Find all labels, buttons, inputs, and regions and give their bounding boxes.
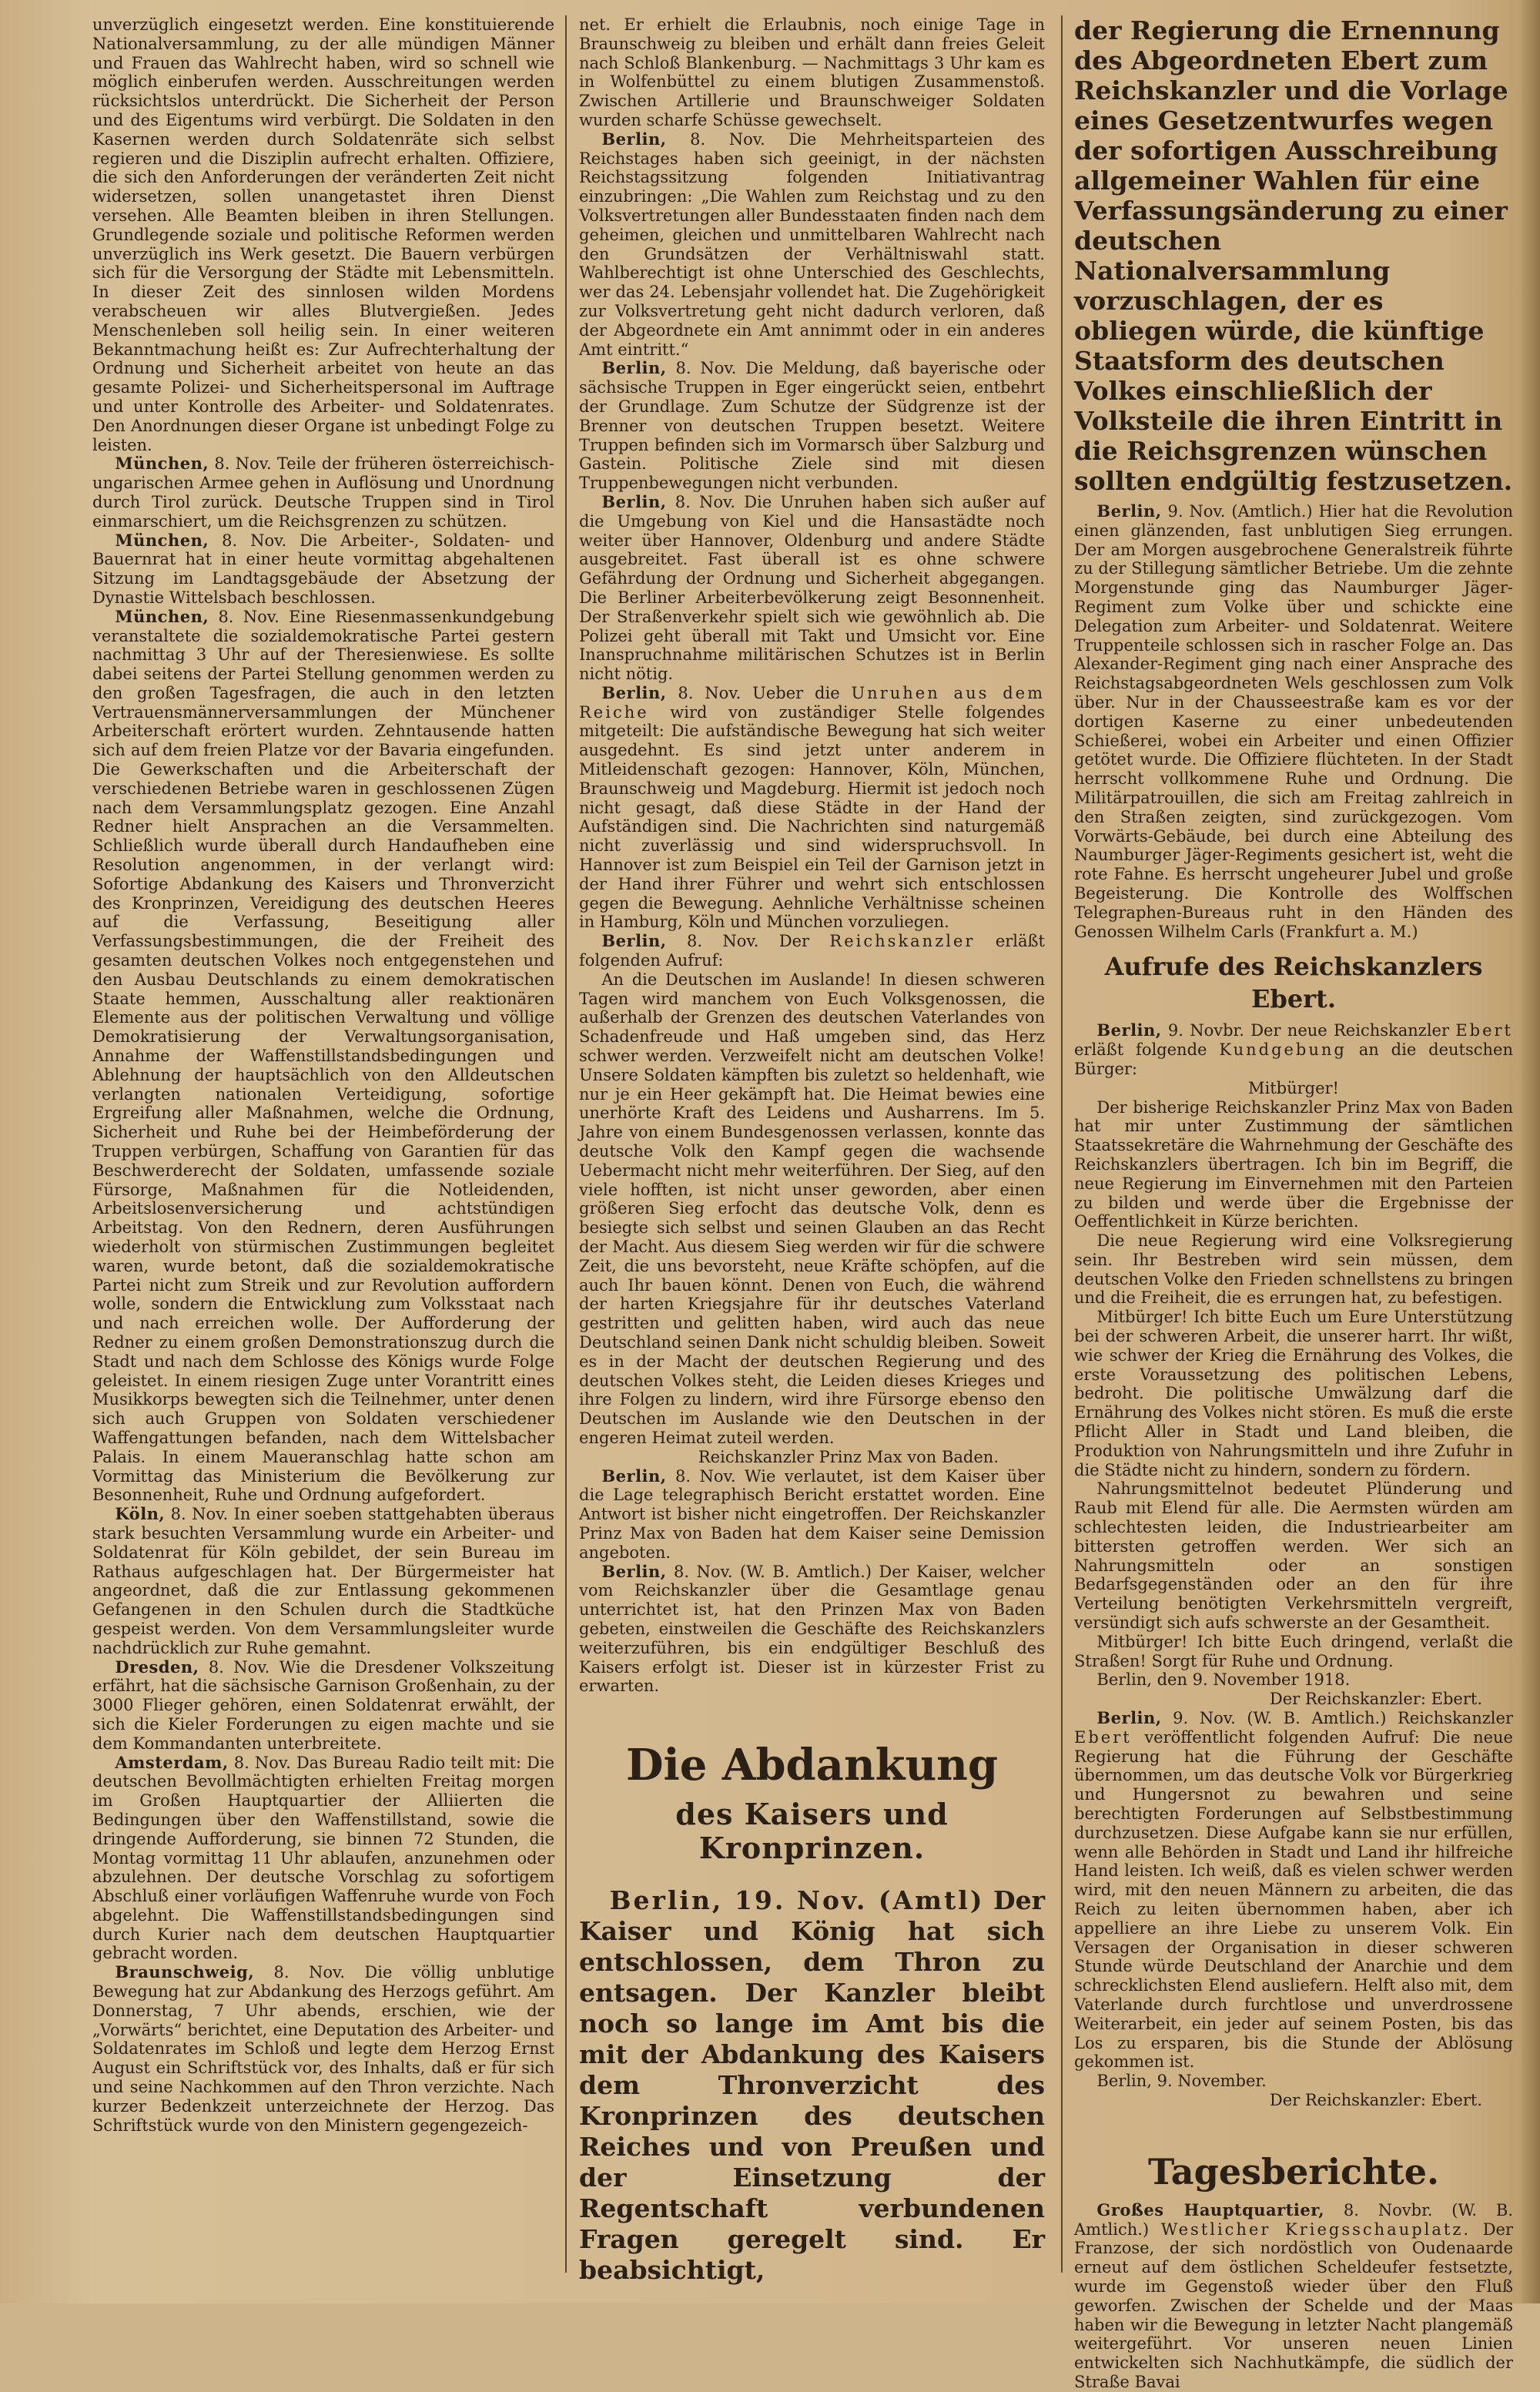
article-text: 8. Nov. Ueber die bbox=[666, 683, 852, 702]
article-paragraph: An die Deutschen im Auslande! In diesen schweren Tagen wird manchem von Euch Volksgenossen, die außerhalb der Grenzen des deutschen Vaterlandes von Schadenfreude und Haß umgeben sind, das Herz schwer werden. Verzweifelt nicht am deutschen Volke! Unsere Soldaten kämpften bis zuletzt so heldenhaft, wie nur je ein Heer gekämpft hat. Die Heimat bewies eine unerhörte Kraft des Leidens und Ausharrens. Im 5. Jahre von einem Bundesgenossen verlassen, konnte das deutsche Volk den Kampf gegen die wachsende Uebermacht nicht mehr weiterführen. Der Sieg, auf den viele hofften, ist nicht unser geworden, aber einen größeren Sieg erfocht das deutsche Volk, denn es besiegte sich selbst und seinen Glauben an das Recht der Macht. Aus diesem Sieg werden wir für die schwere Zeit, die uns bevorsteht, neue Kräfte schöpfen, auf die auch Ihr bauen könnt. Denen von Euch, die während der harten Kriegsjahre für ihr deutsches Vaterland gestritten und gelitten haben, wird auch das neue Deutschland seinen Dank nicht schuldig bleiben. Soweit es in der Macht der deutschen Regierung und des deutschen Volkes steht, die Leiden dieses Krieges und ihre Folgen zu lindern, wird ihre Fürsorge ebenso den Deutschen im Auslande wie den Deutschen in der engeren Heimat zuteil werden. bbox=[579, 970, 1045, 1447]
spaced-text: Ebert bbox=[1455, 1021, 1513, 1040]
spaced-text: Ebert bbox=[1074, 1727, 1132, 1747]
article-paragraph bbox=[579, 684, 1045, 932]
spaced-text: Westlicher Kriegsschauplatz. bbox=[1160, 2219, 1471, 2239]
article-paragraph bbox=[579, 130, 1045, 360]
article-paragraph bbox=[92, 454, 554, 531]
spaced-text: Kundgebung bbox=[1219, 1040, 1347, 1060]
article-text: erläßt folgenden Aufruf: bbox=[579, 932, 1045, 970]
article-text: 8. Novbr. (W. B. Amtlich.) bbox=[1074, 2200, 1513, 2239]
signature: Der Reichskanzler: Ebert. bbox=[1269, 2090, 1482, 2109]
subheadline-kaiser: des Kaisers und Kronprinzen. bbox=[675, 1797, 949, 1866]
column-left bbox=[92, 15, 554, 2273]
lead-continuation: der Regierung die Ernennung des Abgeordneten Ebert zum Reichskanzler und die Vorlage eines Gesetzentwurfes wegen der sofortigen Ausschreibung allgemeiner Wahlen für eine Verfassungsänderung zu einer deutschen Nationalversammlung vorzuschlagen, der es obliegen würde, die künftige Staatsform des deutschen Volkes einschließlich der Volksteile die ihren Eintritt in die Reichsgrenzen wünschen sollten endgültig festzusetzen. bbox=[1074, 15, 1513, 496]
article-paragraph bbox=[1074, 1709, 1513, 2072]
article-text: 8. Nov. Der bbox=[666, 932, 830, 951]
article-text: 8. Nov. (W. B. Amtlich.) Der Kaiser, welcher vom Reichskanzler über die Gesamtlage genau unterrichtet ist, hat den Prinzen Max von Baden gebeten, einstweilen die Geschäfte des Reichskanzlers weiterzuführen, bis ein endgültiger Beschluß des Kaisers erfolgt ist. Dieser ist in kürzester Frist zu erwarten. bbox=[579, 1562, 1045, 1696]
article-paragraph bbox=[579, 932, 1045, 970]
article-paragraph bbox=[92, 608, 554, 1505]
article-paragraph: Mitbürger! Ich bitte Euch dringend, verlaßt die Straßen! Sorgt für Ruhe und Ordnung. bbox=[1074, 1632, 1513, 1670]
article-text: 8. Nov. In einer soeben stattgehabten überaus stark besuchten Versammlung wurde ein Arbeiter- und Soldatenrat für Köln gebildet, der sein Bureau im Rathaus aufgeschlagen hat. Der Bürgermeister hat angeordnet, daß die zur Entlassung gekommenen Gefangenen in den Schulen durch die Stadtküche gespeist werden. Von dem Versammlungsleiter wurde nachdrücklich zur Ruhe gemahnt. bbox=[92, 1505, 554, 1657]
article-text: veröffentlicht folgenden Aufruf: Die neue Regierung hat die Führung der Geschäfte übernommen, um das deutsche Volk vor Bürgerkrieg und Hungersnot zu bewahren und seine berechtigten Forderungen auf Selbstbestimmung durchzusetzen. Diese Aufgabe kann sie nur erfüllen, wenn alle Behörden in Stadt und Land ihr hilfreiche Hand leisten. Ich weiß, daß es vielen schwer werden wird, mit den neuen Männern zu arbeiten, die das Reich zu leiten übernommen haben, aber ich appelliere an ihre Liebe zu unserem Volk. Ein Versagen der Organisation in dieser schweren Stunde würde Deutschland der Anarchie und dem schrecklichsten Elend ausliefern. Helft also mit, dem Vaterlande durch furchtlose und unverdrossene Weiterarbeit, ein jeder auf seinem Posten, bis das Los zu ersparen, bis die Stunde der Ablösung gekommen ist. bbox=[1074, 1727, 1513, 2072]
dateline: Berlin, bbox=[601, 1561, 667, 1581]
article-text: 8. Nov. Eine Riesenmassenkundgebung veranstaltete die sozialdemokratische Partei gestern nachmittag 3 Uhr auf der Theresienwiese. Es sollte dabei seitens der Partei Stellung genommen werden zu den großen Tagesfragen, die auch in den letzten Vertrauensmännerversammlungen der Münchener Arbeiterschaft erörtert wurden. Zehntausende hatten sich auf dem freien Platze vor der Bavaria eingefunden. Die Gewerkschaften und die Arbeiterschaft der verschiedenen Betriebe waren in geschlossenen Zügen nach dem Versammlungsplatz gezogen. Eine Anzahl Redner hielt Ansprachen an die Versammelten. Schließlich wurde überall durch Handaufheben eine Resolution angenommen, in der verlangt wird: Sofortige Abdankung des Kaisers und Thronverzicht des Kronprinzen, Vereidigung des deutschen Heeres auf die Verfassung, Beseitigung aller Verfassungsbestimmungen, die der Freiheit des gesamten deutschen Volkes noch entgegenstehen und den Ausbau Deutschlands zu einem demokratischen Staate hemmen, Ausschaltung aller reaktionären Elemente aus der politischen Verwaltung und völlige Demokratisierung der Verwaltungsorganisation, Annahme der Waffenstillstandsbedingungen und Ablehnung der hauptsächlich von den Alldeutschen verlangten nationalen Verteidigung, sofortige Ergreifung aller Maßnahmen, welche die Ordnung, Sicherheit und Ruhe bei der Heimbeförderung der Truppen verbürgen, Schaffung von Garantien für das Beschwerderecht der Soldaten, umfassende soziale Fürsorge, Maßnahmen für die Notleidenden, Arbeitslosenversicherung und achtstündigen Arbeitstag. Von den Rednern, deren Ausführungen wiederholt von stürmischen Zustimmungen begleitet waren, wurde betont, daß die sozialdemokratische Partei nicht zum Streik und zur Revolution auffordern wolle, sondern die Entwicklung zum Volksstaat nach und nach erreichen wolle. Der Aufforderung der Redner zu einem großen Demonstrationszug durch die Stadt und nach dem Schlosse des Königs wurde Folge geleistet. In einem riesigen Zuge unter Vorantritt eines Musikkorps bewegten sich die Teilnehmer, unter denen sich auch Gruppen von Soldaten verschiedener Waffengattungen befanden, nach dem Wittelsbacher Palais. In einem Maueranschlag hatte schon am Vormittag das Ministerium die Bevölkerung zur Besonnenheit, Ruhe und Ordnung aufgefordert. bbox=[92, 607, 554, 1505]
dateline: München, bbox=[115, 606, 209, 626]
dateline: Braunschweig, bbox=[115, 1962, 255, 1982]
dateline: Berlin, bbox=[1096, 1020, 1162, 1040]
dateline: Berlin, bbox=[1096, 501, 1162, 521]
dateline: Amsterdam, bbox=[115, 1752, 229, 1772]
article-text: Der Franzose, der sich nordöstlich von Oudenaarde erneut auf dem östlichen Scheldeufer festsetzte, wurde im Gegenstoß wieder über den Fluß geworfen. Zwischen der Schelde und der Maas haben wir die Bewegung in letzter Nacht plangemäß weitergeführt. Vor unseren neuen Linien entwickelten sich Nachhutkämpfe, die südlich der Straße Bavai bbox=[1074, 2219, 1514, 2391]
headline-abdankung: Die Abdankung bbox=[625, 1740, 999, 1791]
dateline: Dresden, bbox=[115, 1657, 199, 1677]
article-text: 8. Nov. Die völlig unblutige Bewegung hat zur Abdankung des Herzogs geführt. Am Donnerstag, 7 Uhr abends, erschien, wie der „Vorwärts“ berichtet, eine Deputation des Arbeiter- und Soldatenrates im Schloß und legte dem Herzog Ernst August ein Schriftstück vor, des Inhalts, daß er für sich und seine Nachkommen auf den Thron verzichte. Nach kurzer Bedenkzeit unterzeichnete der Herzog. Das Schriftstück wurde von den Ministern gegengezeich- bbox=[92, 1963, 554, 2135]
article-paragraph bbox=[1074, 502, 1513, 941]
column-rule-left bbox=[565, 15, 567, 2273]
date-line: Berlin, 9. November. bbox=[1096, 2072, 1267, 2091]
dateline: Großes Hauptquartier, bbox=[1096, 2199, 1325, 2219]
date-line: Berlin, den 9. November 1918. bbox=[1096, 1670, 1351, 1690]
column-rule-right bbox=[1061, 15, 1063, 2273]
article-text: 9. Novbr. Der neue Reichskanzler bbox=[1161, 1021, 1456, 1040]
article-paragraph bbox=[92, 1754, 554, 1964]
article-text: an die deutschen Bürger: bbox=[1074, 1040, 1514, 1078]
dateline: Berlin, bbox=[601, 931, 667, 951]
column-middle bbox=[579, 15, 1045, 2286]
article-text: 8. Nov. Die Meldung, daß bayerische oder sächsische Truppen in Eger eingerückt seien, entbehrt der Grundlage. Zum Schutze der Südgrenze ist der Brenner von deutschen Truppen besetzt. Weitere Truppen befinden sich im Vormarsch über Salzburg und Gastein. Politische Ziele sind mit diesen Truppenbewegungen nicht verbunden. bbox=[579, 359, 1045, 493]
article-text: 8. Nov. Wie die Dresdener Volkszeitung erfährt, hat die sächsische Garnison Großenhain, zu der 3000 Flieger gehören, einen Soldatenrat erwählt, der sich die Kieler Forderungen zu eigen machte und sie dem Kommandanten unterbreitete. bbox=[92, 1657, 554, 1753]
article-paragraph bbox=[579, 359, 1045, 493]
dateline: Berlin, bbox=[601, 358, 667, 378]
lead-article bbox=[579, 1885, 1045, 2286]
section-heading: Aufrufe des Reichskanzlers Ebert. bbox=[1104, 952, 1483, 1014]
article-paragraph: Die neue Regierung wird eine Volksregierung sein. Ihr Bestreben wird sein müssen, dem deutschen Volke den Frieden schnellstens zu bringen und die Freiheit, die es errungen hat, zu befestigen. bbox=[1074, 1231, 1513, 1308]
lead-text: Der Kaiser und König hat sich entschlossen, dem Thron zu entsagen. Der Kanzler bleibt noch so lange im Amt bis die mit der Abdankung des Kaisers dem Thronverzicht des Kronprinzen des deutschen Reiches und von Preußen und der Einsetzung der Regentschaft verbundenen Fragen geregelt sind. Er beabsichtigt, bbox=[579, 1885, 1045, 2286]
article-paragraph bbox=[92, 531, 554, 608]
article-paragraph: Der bisherige Reichskanzler Prinz Max von Baden hat mir unter Zustimmung der sämtlichen Staatssekretäre die Wahrnehmung der Geschäfte des Reichskanzlers übertragen. Ich bin im Begriff, die neue Regierung im Einvernehmen mit den Parteien zu bilden und werde über die Ergebnisse der Oeffentlichkeit in Kürze berichten. bbox=[1074, 1097, 1513, 1231]
dateline: Berlin, bbox=[601, 129, 667, 149]
article-text: 8. Nov. Wie verlautet, ist dem Kaiser über die Lage telegraphisch Bericht erstattet worden. Eine Antwort ist bisher nicht eingetroffen. Der Reichskanzler Prinz Max von Baden hat dem Kaiser seine Demission angeboten. bbox=[579, 1466, 1045, 1562]
dateline: München, bbox=[115, 530, 209, 550]
article-paragraph bbox=[92, 1963, 554, 2135]
article-paragraph: unverzüglich eingesetzt werden. Eine konstituierende Nationalversammlung, zu der alle mündigen Männer und Frauen das Wahlrecht haben, wird so schnell wie möglich einberufen werden. Ausschreitungen werden rücksichtslos unterdrückt. Die Sicherheit der Person und des Eigentums wird verbürgt. Die Soldaten in den Kasernen werden durch Soldatenräte sich selbst regieren und die Disziplin aufrecht erhalten. Offiziere, die sich den Anforderungen der veränderten Zeit nicht widersetzen, sollen unangetastet ihren Dienst versehen. Alle Beamten bleiben in ihren Stellungen. Grundlegende soziale und politische Reformen werden unverzüglich ins Werk gesetzt. Die Bauern verbürgen sich für die Versorgung der Städte mit Lebensmitteln. In dieser Zeit des sinnlosen wilden Mordens verabscheuen wir alles Blutvergießen. Jedes Menschenleben soll heilig sein. In einer weiteren Bekanntmachung heißt es: Zur Aufrechterhaltung der Ordnung und Sicherheit arbeitet von heute an das gesamte Polizei- und Sicherheitspersonal im Auftrage und unter Kontrolle des Arbeiter- und Soldatenrates. Den Anordnungen dieser Organe ist unbedingt Folge zu leisten. bbox=[92, 15, 554, 454]
article-paragraph bbox=[579, 493, 1045, 684]
article-text: 8. Nov. Die Unruhen haben sich außer auf die Umgebung von Kiel und die Hansastädte noch weiter über Hannover, Oldenburg und andere Städte ausgebreitet. Fast überall ist es ohne schwere Gefährdung der Ordnung und Sicherheit abgegangen. Die Berliner Arbeiterbevölkerung zeigt Besonnenheit. Der Straßenverkehr spielt sich wie gewöhnlich ab. Die Polizei geht überall mit Takt und Umsicht vor. Eine Inanspruchnahme militärischen Schutzes ist in Berlin nicht nötig. bbox=[579, 492, 1045, 684]
dateline: Berlin, bbox=[601, 682, 667, 702]
article-text: 8. Nov. Die Arbeiter-, Soldaten- und Bauernrat hat in einer heute vormittag abgehaltenen Sitzung im Landtagsgebäude der Absetzung der Dynastie Wittelsbach beschlossen. bbox=[92, 531, 554, 607]
dateline: München, bbox=[115, 454, 209, 474]
section-heading-tagesberichte: Tagesberichte. bbox=[1147, 2150, 1440, 2193]
article-paragraph: net. Er erhielt die Erlaubnis, noch einige Tage in Braunschweig zu bleiben und erhält dann freies Geleit nach Schloß Blankenburg. — Nachmittags 3 Uhr kam es in Wolfenbüttel zu einem blutigen Zusammenstoß. Zwischen Artillerie und Braunschweiger Soldaten wurden scharfe Schüsse gewechselt. bbox=[579, 15, 1045, 129]
article-text: 8. Nov. Teile der früheren österreichisch-ungarischen Armee gehen in Auflösung und Unordnung durch Tirol zurück. Deutsche Truppen sind in Tirol einmarschiert, um die Reichsgrenzen zu schützen. bbox=[92, 454, 554, 531]
article-text: 9. Nov. (Amtlich.) Hier hat die Revolution einen glänzenden, fast unblutigen Sieg errungen. Der am Morgen ausgebrochene Generalstreik führte zu der Stillegung sämtlicher Betriebe. Um die zehnte Morgenstunde ging das Naumburger Jäger-Regiment zum Volke über und schickte eine Delegation zum Arbeiter- und Soldatenrat. Weitere Truppenteile schlossen sich in rascher Folge an. Das Alexander-Regiment ging nach einer Ansprache des Reichstagsabgeordneten Wels geschlossen zum Volk über. Nur in der Chausseestraße kam es vor der dortigen Kaserne zu einer unbedeutenden Schießerei, wobei ein Arbeiter und einen Offizier getötet wurde. Die Offiziere flüchteten. In der Stadt herrscht vollkommene Ruhe und Ordnung. Die Militärpatrouillen, die sich am Freitag zahlreich in den Straßen zeigten, sind zurückgezogen. Vom Vorwärts-Gebäude, bei durch eine Abteilung des Naumburger Jäger-Regiments gesichert ist, weht die rote Fahne. Es herrscht ungeheurer Jubel und große Begeisterung. Die Kontrolle des Wolffschen Telegraphen-Bureaus ruht in den Händen des Genossen Wilhelm Carls (Frankfurt a. M.) bbox=[1074, 502, 1513, 941]
lead-dateline: Berlin, 19. Nov. (Amtl) bbox=[609, 1885, 985, 1916]
salutation: Mitbürger! bbox=[1247, 1078, 1339, 1097]
spaced-text: Reichskanzler bbox=[829, 932, 976, 951]
article-text: 9. Nov. (W. B. Amtlich.) Reichskanzler bbox=[1161, 1709, 1513, 1728]
article-paragraph bbox=[92, 1505, 554, 1657]
column-right bbox=[1074, 15, 1514, 2391]
dateline: Köln, bbox=[115, 1504, 166, 1524]
dateline: Berlin, bbox=[1096, 1708, 1162, 1728]
signature: Reichskanzler Prinz Max von Baden. bbox=[698, 1447, 999, 1466]
article-paragraph bbox=[92, 1658, 554, 1754]
signature: Der Reichskanzler: Ebert. bbox=[1269, 1690, 1482, 1709]
article-text: 8. Nov. Das Bureau Radio teilt mit: Die deutschen Bevollmächtigten erhielten Freitag morgen im Großen Hauptquartier der Alliierten die Bedingungen über den Waffenstillstand, sowie die dringende Aufforderung, sie binnen 72 Stunden, die Montag vormittag 11 Uhr ablaufen, anzunehmen oder abzulehnen. Der deutsche Vorschlag zu sofortigem Abschluß einer vorläufigen Waffenruhe wurde von Foch abgelehnt. Die Waffenstillstandsbedingungen sind durch Kurier nach dem deutschen Hauptquartier gebracht worden. bbox=[92, 1753, 554, 1963]
article-text: erläßt folgende bbox=[1074, 1040, 1220, 1060]
article-paragraph: Nahrungsmittelnot bedeutet Plünderung und Raub mit Elend für alle. Die Aermsten würden am schlechtesten leiden, die Industriearbeiter am bittersten getroffen werden. Wer sich an Nahrungsmitteln oder an sonstigen Bedarfsgegenständen oder an den für ihre Verteilung benötigten Verkehrsmitteln vergreift, versündigt sich aufs schwerste an der Gesamtheit. bbox=[1074, 1479, 1513, 1633]
page-edge bbox=[1522, 0, 1540, 2303]
article-paragraph bbox=[579, 1563, 1045, 1697]
article-paragraph bbox=[1074, 1021, 1513, 1078]
article-text: wird von zuständiger Stelle folgendes mitgeteilt: Die aufständische Bewegung hat sich weiter ausgedehnt. Es sind jetzt unter anderem in Mitleidenschaft gezogen: Hannover, Köln, München, Braunschweig und Magdeburg. Hiermit ist jedoch noch nicht gesagt, daß diese Städte in der Hand der Aufständigen sind. Die Nachrichten sind naturgemäß nicht zuverlässig und sind widerspruchsvoll. In Hannover ist zum Beispiel ein Teil der Garnison jetzt in der Hand ihrer Führer und wehrt sich entschlossen gegen die Bewegung. Aehnliche Verhältnisse scheinen in Hamburg, Köln und München vorzuliegen. bbox=[579, 702, 1045, 932]
article-paragraph bbox=[1074, 2201, 1513, 2392]
article-text: 8. Nov. Die Mehrheitsparteien des Reichstages haben sich geeinigt, in der nächsten Reichstagssitzung folgenden Initiativantrag einzubringen: „Die Wahlen zum Reichstag und zu den Volksvertretungen aller Bundesstaaten finden nach dem geheimen, gleichen und unmittelbaren Wahlrecht nach den Grundsätzen der Verhältniswahl statt. Wahlberechtigt ist ohne Unterschied des Geschlechts, wer das 24. Lebensjahr vollendet hat. Die Zugehörigkeit zur Volksvertretung geht nicht dadurch verloren, daß der Abgeordnete ein Amt annimmt oder in ein anderes Amt eintritt.“ bbox=[579, 129, 1045, 359]
article-paragraph bbox=[579, 1467, 1045, 1563]
article-paragraph: Mitbürger! Ich bitte Euch um Eure Unterstützung bei der schweren Arbeit, die unserer harrt. Ihr wißt, wie schwer der Krieg die Ernährung des Volkes, die erste Voraussetzung des politischen Lebens, bedroht. Die politische Umwälzung darf die Ernährung des Volkes nicht stören. Es muß die erste Pflicht Aller in Stadt und Land bleiben, die Produktion von Nahrungsmitteln und ihre Zufuhr in die Städte nicht zu hindern, sondern zu fördern. bbox=[1074, 1308, 1513, 1479]
dateline: Berlin, bbox=[601, 491, 667, 511]
spaced-text: Unruhen aus dem Reiche bbox=[579, 683, 1045, 722]
dateline: Berlin, bbox=[601, 1466, 667, 1486]
